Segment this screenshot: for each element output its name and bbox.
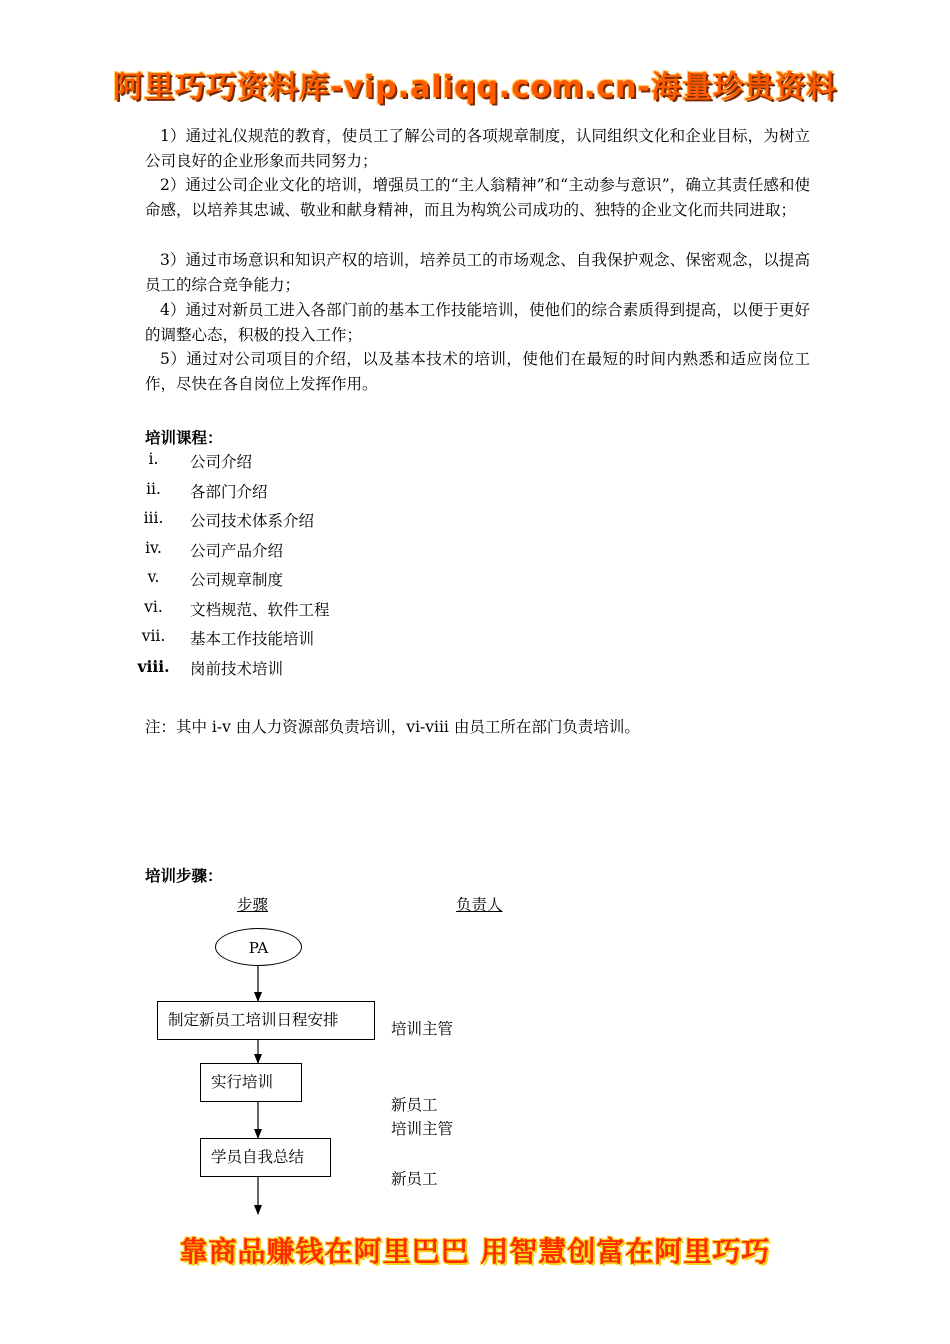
course-title: 公司规章制度 xyxy=(190,571,284,589)
course-number: i. xyxy=(148,450,159,468)
owner-column-header: 负责人 xyxy=(456,896,503,914)
course-number: viii. xyxy=(137,657,170,676)
course-title: 岗前技术培训 xyxy=(190,660,284,678)
course-title: 公司技术体系介绍 xyxy=(190,512,315,530)
flow-start-node: PA xyxy=(215,928,302,966)
course-number: v. xyxy=(147,568,160,586)
courses-heading: 培训课程： xyxy=(145,428,223,447)
paragraph-3: 3）通过市场意识和知识产权的培训，培养员工的市场观念、自我保护观念、保密观念，以提高员工的综合竞争能力； xyxy=(145,251,810,294)
course-title: 各部门介绍 xyxy=(190,483,268,501)
owner-step3: 新员工 xyxy=(391,1170,438,1188)
paragraph-5: 5）通过对公司项目的介绍，以及基本技术的培训，使他们在最短的时间内熟悉和适应岗位工作，尽快在各自岗位上发挥作用。 xyxy=(145,350,810,393)
course-number: vii. xyxy=(141,627,166,645)
paragraph-2: 2）通过公司企业文化的培训，增强员工的“主人翁精神”和“主动参与意识”，确立其责任感和使命感，以培养其忠诚、敬业和献身精神，而且为构筑公司成功的、独特的企业文化而共同进取； xyxy=(145,176,810,219)
flow-step-training: 实行培训 xyxy=(200,1063,302,1102)
flow-step-schedule: 制定新员工培训日程安排 xyxy=(157,1001,375,1040)
course-number: iii. xyxy=(143,509,164,527)
course-title: 公司介绍 xyxy=(190,453,253,471)
owner-step2-a: 新员工 xyxy=(391,1096,438,1114)
course-number: vi. xyxy=(144,598,163,616)
owner-step2-b: 培训主管 xyxy=(391,1120,454,1138)
flow-step-self-summary: 学员自我总结 xyxy=(200,1138,331,1177)
paragraph-1: 1）通过礼仪规范的教育，使员工了解公司的各项规章制度，认同组织文化和企业目标，为树立公司良好的企业形象而共同努力； xyxy=(145,127,810,170)
course-title: 文档规范、软件工程 xyxy=(190,601,330,619)
paragraph-4: 4）通过对新员工进入各部门前的基本工作技能培训，使他们的综合素质得到提高，以便于更好的调整心态，积极的投入工作； xyxy=(145,301,810,344)
step-column-header: 步骤 xyxy=(237,896,269,914)
top-banner: 阿里巧巧资料库-vip.aliqq.com.cn-海量珍贵资料 xyxy=(113,70,837,105)
course-number: ii. xyxy=(146,480,161,498)
course-number: iv. xyxy=(145,539,162,557)
bottom-banner: 靠商品赚钱在阿里巴巴 用智慧创富在阿里巧巧 xyxy=(179,1235,771,1268)
course-title: 公司产品介绍 xyxy=(190,542,284,560)
training-note: 注：其中 i-v 由人力资源部负责培训，vi-viii 由员工所在部门负责培训。 xyxy=(145,718,640,736)
steps-heading: 培训步骤： xyxy=(145,866,223,885)
course-title: 基本工作技能培训 xyxy=(190,630,315,648)
owner-step1: 培训主管 xyxy=(391,1020,454,1038)
